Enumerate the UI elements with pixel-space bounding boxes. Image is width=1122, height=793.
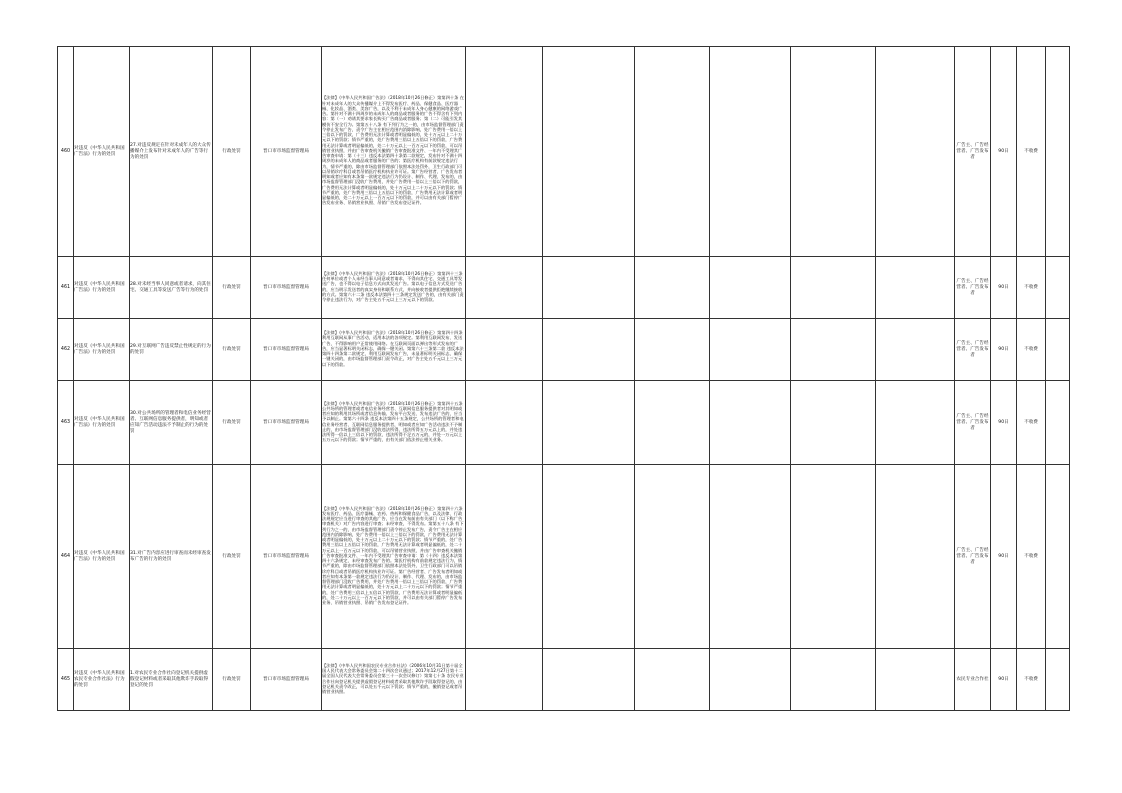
empty-cell: [876, 319, 955, 381]
empty-cell: [466, 257, 543, 319]
responsible-subject: 广告主、广告经营者、广告发布者: [955, 381, 991, 465]
time-limit: 90日: [991, 649, 1017, 711]
item-name: 对违反《中华人民共和国广告法》行为的处罚: [74, 257, 130, 319]
empty-cell: [466, 649, 543, 711]
table-row: [58, 465, 1070, 649]
item-name: 对违反《中华人民共和国广告法》行为的处罚: [74, 465, 130, 649]
table-row: [58, 319, 1070, 381]
item-name: 对违反《中华人民共和国广告法》行为的处罚: [74, 319, 130, 381]
empty-cell: [635, 319, 710, 381]
empty-cell: [543, 381, 635, 465]
row-number: 464: [58, 465, 74, 649]
item-type: 行政处罚: [213, 257, 251, 319]
empty-cell: [791, 319, 876, 381]
sub-item-name: 1.对农民专业合作社向登记机关提供虚假登记材料或者采取其他欺诈手段取得登记的处罚: [130, 649, 213, 711]
empty-cell: [543, 465, 635, 649]
empty-cell: [635, 465, 710, 649]
row-number: 460: [58, 47, 74, 257]
sub-item-name: 29.对互联网广告违反禁止性规定的行为的处罚: [130, 319, 213, 381]
implementing-dept: 晋口市市场监督管理局: [251, 649, 322, 711]
empty-cell: [876, 381, 955, 465]
empty-cell: [710, 257, 791, 319]
item-name: 对违反《中华人民共和国广告法》行为的处罚: [74, 47, 130, 257]
empty-cell: [791, 649, 876, 711]
row-number: 461: [58, 257, 74, 319]
responsible-subject: 广告主、广告经营者、广告发布者: [955, 47, 991, 257]
time-limit: 90日: [991, 319, 1017, 381]
table-row: [58, 47, 1070, 257]
fee-status: 不收费: [1017, 649, 1046, 711]
legal-basis: 【法律】《中华人民共和国广告法》（2018年10月26日修正）第第四十条 在针对未成年人的大众传播媒介上不得发布医疗、药品、保健食品、医疗器械、化妆品、酒类、美容广告，以及不利于未成年人身心健康的网络游戏广告。第针对不满十四周岁的未成年人的商品或者服务的广告不得含有下列内容：第（一）劝诱其要求家长购买广告商品或者服务；第（二）可能引发其模仿不安全行为。第第五十八条 有下列行为之一的，由市场监督管理部门责令停止发布广告，责令广告主在相应范围内消除影响，处广告费用一倍以上三倍以下的罚款，广告费用无法计算或者明显偏低的，处十万元以上二十万元以下的罚款；情节严重的，处广告费用三倍以上五倍以下的罚款，广告费用无法计算或者明显偏低的，处二十万元以上一百万元以下的罚款，可以吊销营业执照，并由广告审查机关撤销广告审查批准文件、一年内不受理其广告审查申请：第（十三）违反本法第四十条第二款规定，发布针对不满十四周岁的未成年人的商品或者服务的广告的；第医疗机构有前款规定违法行为，情节严重的，除由市场监督管理部门依照本法处罚外，卫生行政部门可以吊销诊疗科目或者吊销医疗机构执业许可证。第广告经营者、广告发布者明知或者应知有本条第一款规定违法行为仍设计、制作、代理、发布的，由市场监督管理部门没收广告费用，并处广告费用一倍以上三倍以下的罚款，广告费用无法计算或者明显偏低的，处十万元以上二十万元以下的罚款；情节严重的，处广告费用三倍以上五倍以下的罚款，广告费用无法计算或者明显偏低的，处二十万元以上一百万元以下的罚款，并可以由有关部门暂停广告发布业务、吊销营业执照、吊销广告发布登记证件。: [322, 47, 466, 257]
legal-basis: 【法律】《中华人民共和国广告法》（2018年10月26日修正）第第四十五条 公共场所的管理者或者电信业务经营者、互联网信息服务提供者对其明知或者应知的利用其场所或者信息传输、发布平台发送、发布违法广告的，应当予以制止。第第六十四条 违反本法第四十五条规定，公共场所的管理者和电信业务经营者、互联网信息服务提供者，明知或者应知广告活动违法不予制止的，由市场监督管理部门没收违法所得，违法所得五万元以上的，并处违法所得一倍以上三倍以下的罚款，违法所得不足五万元的，并处一万元以上五万元以下的罚款；情节严重的，由有关部门依法停止相关业务。: [322, 381, 466, 465]
empty-cell: [791, 381, 876, 465]
responsible-subject: 广告主、广告经营者、广告发布者: [955, 257, 991, 319]
empty-cell: [710, 465, 791, 649]
empty-cell: [543, 649, 635, 711]
responsible-subject: 广告主、广告经营者、广告发布者: [955, 465, 991, 649]
rights-list-table: [57, 46, 1070, 711]
empty-cell: [876, 257, 955, 319]
empty-cell: [543, 257, 635, 319]
responsible-subject: 农民专业合作社: [955, 649, 991, 711]
row-number: 463: [58, 381, 74, 465]
empty-cell: [1046, 257, 1070, 319]
legal-basis: 【法律】《中华人民共和国农民专业合作社法》（2006年10月31日第十届全国人民代表大会常务委员会第二十四次会议通过；2017年12月27日第十二届全国人民代表大会常务委员会第三十一次会议修订）第第七十条 农民专业合作社向登记机关提供虚假登记材料或者采取其他欺诈手段取得登记的，由登记机关责令改正，可以处五千元以下罚款；情节严重的，撤销登记或者吊销营业执照。: [322, 649, 466, 711]
sub-item-name: 31.对广告内容应进行审查而未经审查发布广告的行为的处罚: [130, 465, 213, 649]
empty-cell: [543, 47, 635, 257]
empty-cell: [876, 465, 955, 649]
item-name: 对违反《中华人民共和国广告法》行为的处罚: [74, 381, 130, 465]
legal-basis: 【法律】《中华人民共和国广告法》（2018年10月26日修正）第第四十四条 利用互联网从事广告活动，适用本法的各项规定。第利用互联网发布、发送广告，不得影响用户正常使用网络。在互联网页面以弹出等形式发布的广告，应当显著标明关闭标志，确保一键关闭。第第六十三条第二款 违反本法第四十四条第二款规定，利用互联网发布广告，未显著标明关闭标志，确保一键关闭的，由市场监督管理部门责令改正，对广告主处五千元以上三万元以下的罚款。: [322, 319, 466, 381]
empty-cell: [635, 381, 710, 465]
fee-status: 不收费: [1017, 47, 1046, 257]
item-type: 行政处罚: [213, 465, 251, 649]
item-type: 行政处罚: [213, 649, 251, 711]
implementing-dept: 晋口市市场监督管理局: [251, 257, 322, 319]
fee-status: 不收费: [1017, 465, 1046, 649]
empty-cell: [1046, 319, 1070, 381]
table-row: [58, 649, 1070, 711]
empty-cell: [710, 381, 791, 465]
empty-cell: [710, 319, 791, 381]
item-type: 行政处罚: [213, 47, 251, 257]
table-row: [58, 257, 1070, 319]
fee-status: 不收费: [1017, 319, 1046, 381]
responsible-subject: 广告主、广告经营者、广告发布者: [955, 319, 991, 381]
item-type: 行政处罚: [213, 319, 251, 381]
empty-cell: [1046, 381, 1070, 465]
empty-cell: [1046, 465, 1070, 649]
implementing-dept: 晋口市市场监督管理局: [251, 381, 322, 465]
item-type: 行政处罚: [213, 381, 251, 465]
empty-cell: [466, 465, 543, 649]
implementing-dept: 晋口市市场监督管理局: [251, 47, 322, 257]
empty-cell: [710, 649, 791, 711]
time-limit: 90日: [991, 465, 1017, 649]
table-row: [58, 381, 1070, 465]
empty-cell: [876, 47, 955, 257]
empty-cell: [1046, 47, 1070, 257]
empty-cell: [466, 319, 543, 381]
empty-cell: [710, 47, 791, 257]
empty-cell: [543, 319, 635, 381]
implementing-dept: 晋口市市场监督管理局: [251, 465, 322, 649]
legal-basis: 【法律】《中华人民共和国广告法》（2018年10月26日修正）第第四十六条 发布医疗、药品、医疗器械、农药、兽药和保健食品广告，以及法律、行政法规规定应当进行审查的其他广告，应当在发布前由有关部门（以下称广告审查机关）对广告内容进行审查；未经审查，不得发布。第第五十八条 有下列行为之一的，由市场监督管理部门责令停止发布广告，责令广告主在相应范围内消除影响，处广告费用一倍以上三倍以下的罚款，广告费用无法计算或者明显偏低的，处十万元以上二十万元以下的罚款；情节严重的，处广告费用三倍以上五倍以下的罚款，广告费用无法计算或者明显偏低的，处二十万元以上一百万元以下的罚款，可以吊销营业执照，并由广告审查机关撤销广告审查批准文件、一年内不受理其广告审查申请：第（十四）违反本法第四十六条规定，未经审查发布广告的。第医疗机构有前款规定违法行为，情节严重的，除由市场监督管理部门依照本法处罚外，卫生行政部门可以吊销诊疗科目或者吊销医疗机构执业许可证。第广告经营者、广告发布者明知或者应知有本条第一款规定违法行为仍设计、制作、代理、发布的，由市场监督管理部门没收广告费用，并处广告费用一倍以上三倍以下的罚款，广告费用无法计算或者明显偏低的，处十万元以上二十万元以下的罚款；情节严重的，处广告费用三倍以上五倍以下的罚款，广告费用无法计算或者明显偏低的，处二十万元以上一百万元以下的罚款，并可以由有关部门暂停广告发布业务、吊销营业执照、吊销广告发布登记证件。: [322, 465, 466, 649]
legal-basis: 【法律】《中华人民共和国广告法》（2018年10月26日修正）第第四十三条 任何单位或者个人未经当事人同意或者请求，不得向其住宅、交通工具等发送广告，也不得以电子信息方式向其发送广告。第以电子信息方式发送广告的，应当明示发送者的真实身份和联系方式，并向接收者提供拒绝继续接收的方式。第第六十二条 违反本法第四十三条规定发送广告的，由有关部门责令停止违法行为，对广告主处五千元以上三万元以下的罚款。: [322, 257, 466, 319]
fee-status: 不收费: [1017, 257, 1046, 319]
row-number: 462: [58, 319, 74, 381]
empty-cell: [791, 257, 876, 319]
sub-item-name: 28.对未经当事人同意或者请求，向其住宅、交通工具等发送广告等行为的处罚: [130, 257, 213, 319]
row-number: 465: [58, 649, 74, 711]
sub-item-name: 30.对公共场所的管理者和电信业务经营者、互联网信息服务提供者，明知或者应知广告活动违法不予制止的行为的处罚: [130, 381, 213, 465]
empty-cell: [466, 381, 543, 465]
empty-cell: [876, 649, 955, 711]
empty-cell: [635, 257, 710, 319]
implementing-dept: 晋口市市场监督管理局: [251, 319, 322, 381]
fee-status: 不收费: [1017, 381, 1046, 465]
time-limit: 90日: [991, 257, 1017, 319]
empty-cell: [466, 47, 543, 257]
empty-cell: [635, 47, 710, 257]
time-limit: 90日: [991, 47, 1017, 257]
empty-cell: [1046, 649, 1070, 711]
sub-item-name: 27.对违反规定在针对未成年人的大众传播媒介上发布针对未成年人的广告等行为的处罚: [130, 47, 213, 257]
item-name: 对违反《中华人民共和国农民专业合作社法》行为的处罚: [74, 649, 130, 711]
empty-cell: [791, 47, 876, 257]
empty-cell: [791, 465, 876, 649]
empty-cell: [635, 649, 710, 711]
time-limit: 90日: [991, 381, 1017, 465]
